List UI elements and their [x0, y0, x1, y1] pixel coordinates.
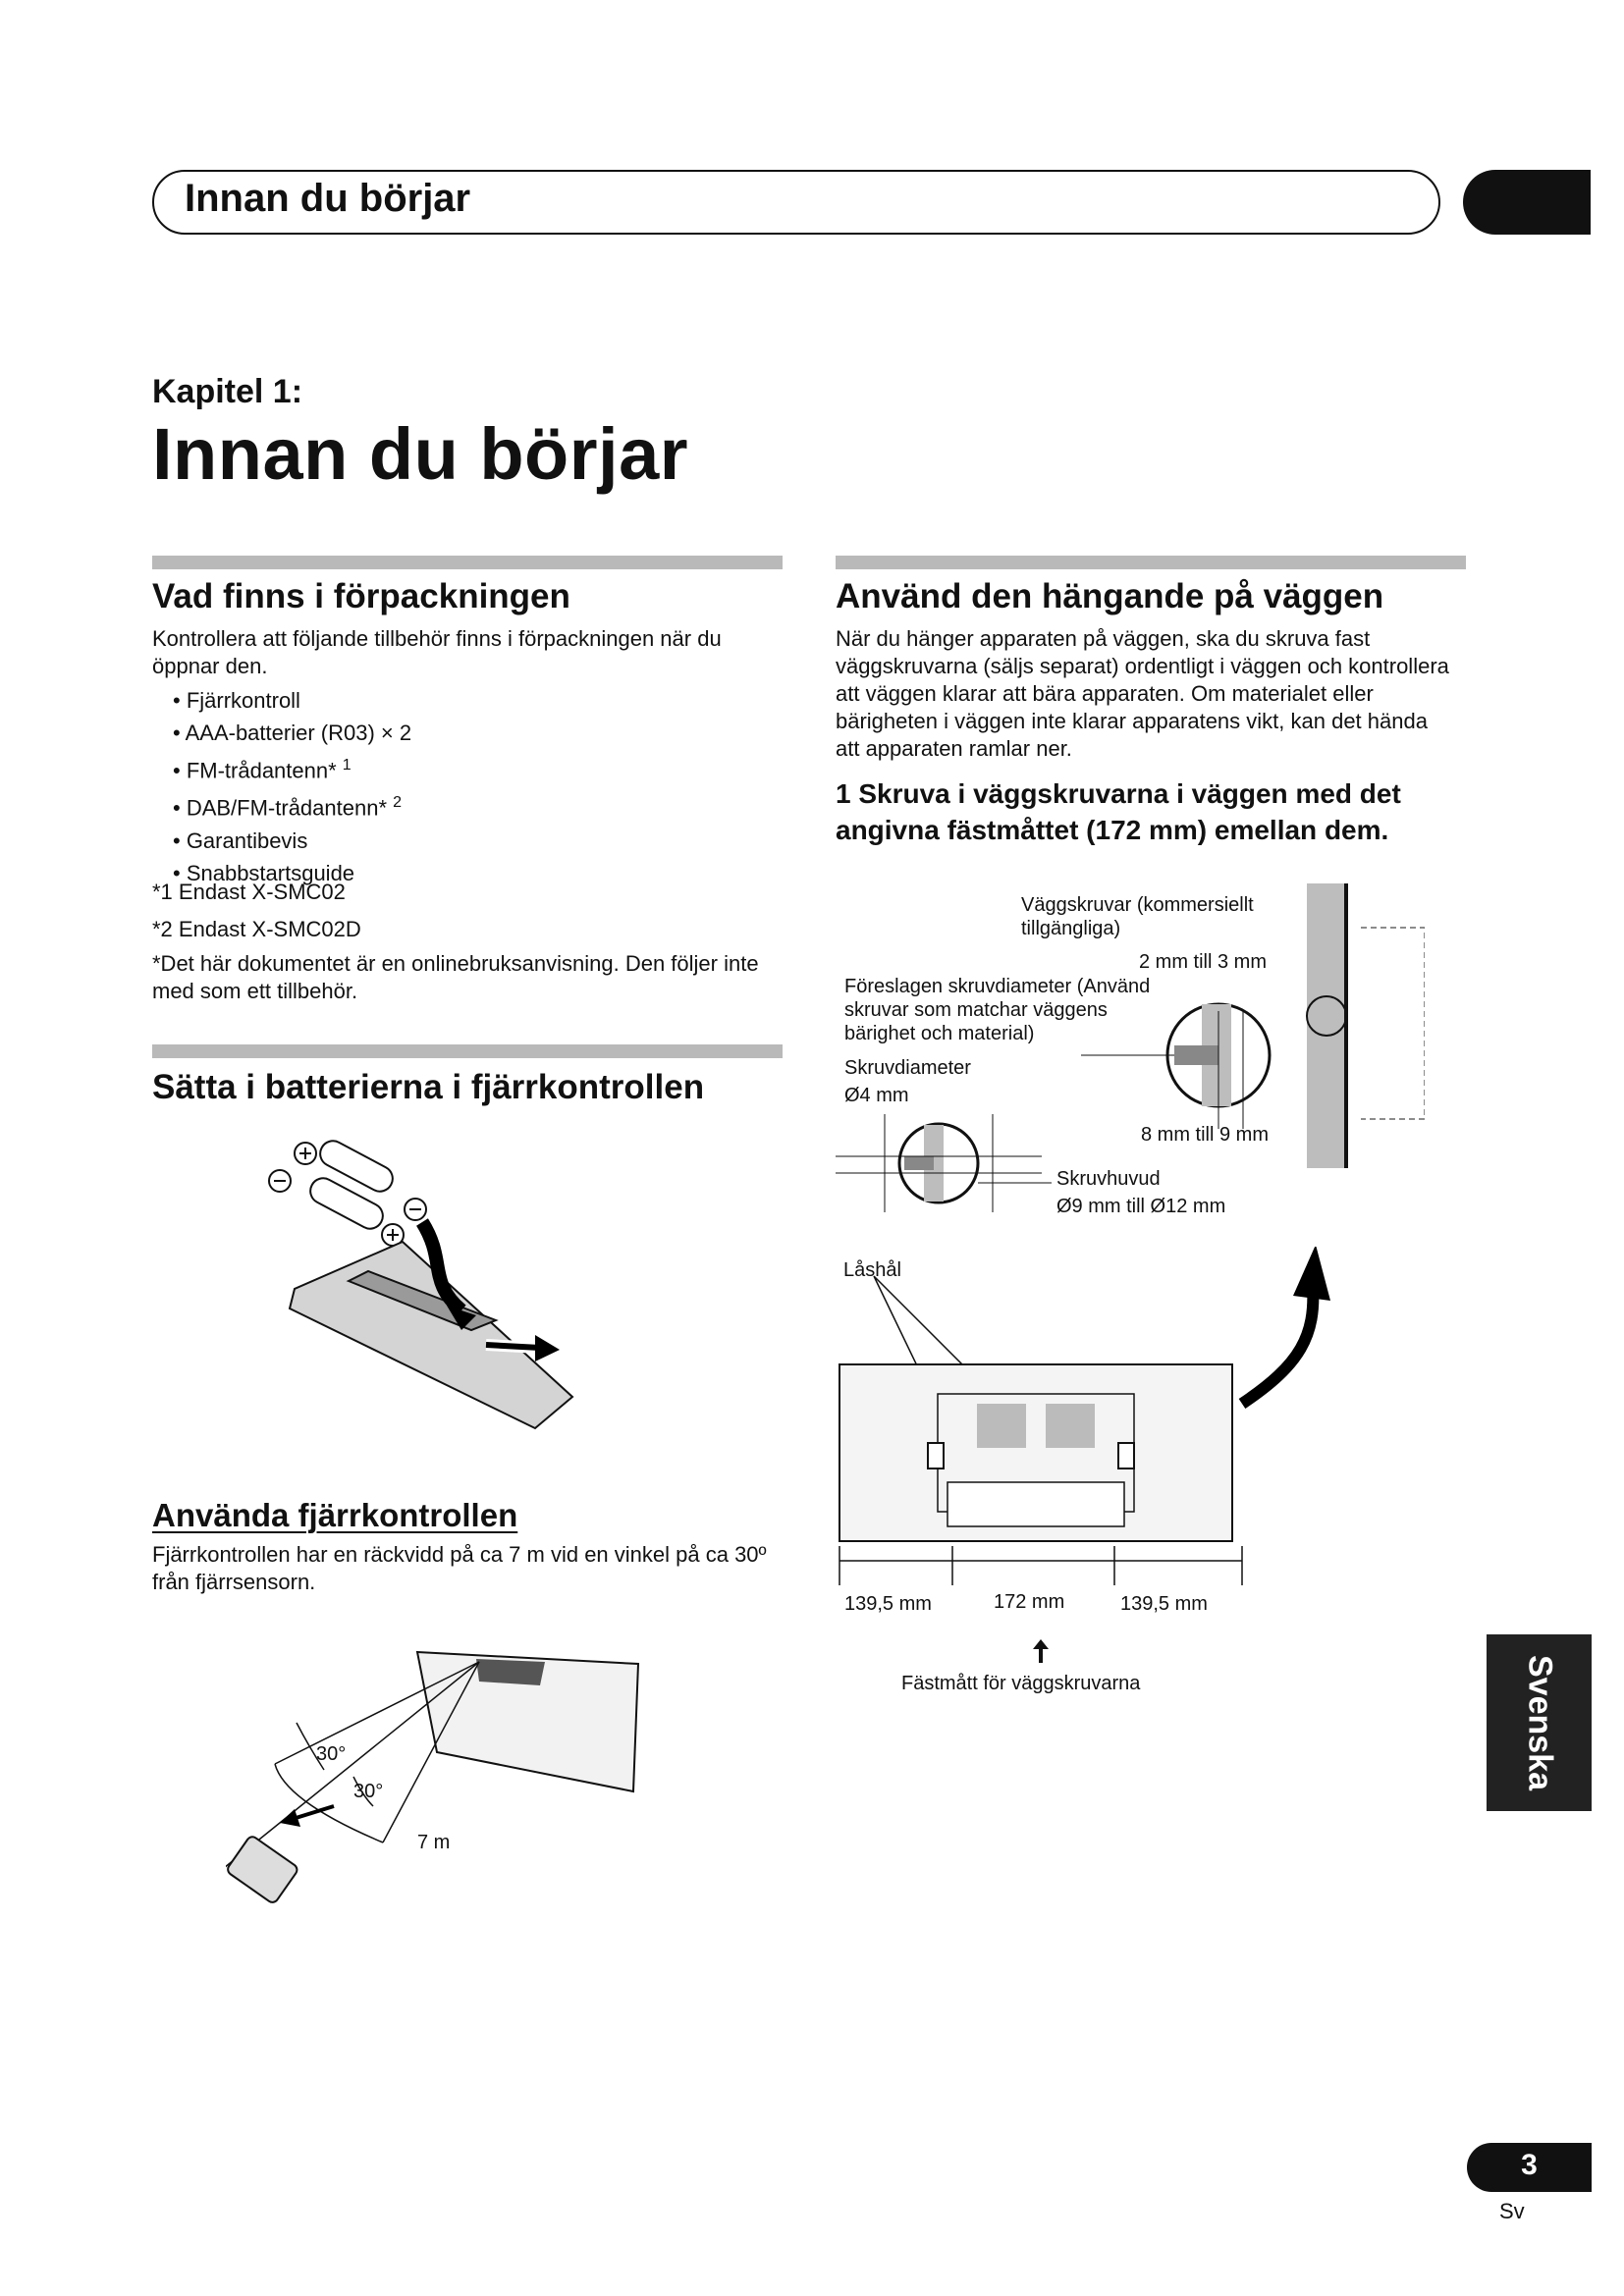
- label-head-dimension: Ø9 mm till Ø12 mm: [1056, 1196, 1226, 1217]
- footnote-ref: 2: [393, 794, 403, 812]
- arrow-up-icon: [1031, 1637, 1051, 1665]
- wall-mount-text: När du hänger apparaten på väggen, ska du skruva fast väggskruvarna (säljs separat) ordentligt i väggen och kontrollera att väggen klarar att bära apparaten. Om materialet eller bärigheten i väggen inte klarar apparatens vikt, kan det hända att apparaten ramlar ner.: [836, 626, 1449, 761]
- battery-illustration: [260, 1134, 692, 1477]
- package-intro: Kontrollera att följande tillbehör finns i förpackningen när du öppnar den.: [152, 626, 722, 678]
- battery-icon: [316, 1137, 398, 1197]
- section-heading-remote: Använda fjärrkontrollen: [152, 1497, 518, 1533]
- step-1: 1 Skruva i väggskruvarna i väggen med det angivna fästmåttet (172 mm) emellan dem.: [836, 778, 1401, 845]
- section-divider: [152, 556, 783, 569]
- label-screw-head: Skruvhuvud: [1056, 1168, 1161, 1190]
- page-language-code: Sv: [1499, 2199, 1525, 2223]
- label-screw-diameter: Skruvdiameter: [844, 1057, 971, 1079]
- label-lock-hole: Låshål: [843, 1259, 901, 1281]
- chapter-label: Kapitel 1:: [152, 373, 303, 410]
- dimension-left: 139,5 mm: [844, 1593, 932, 1615]
- dimension-right: 139,5 mm: [1120, 1593, 1208, 1615]
- angle-label-1: 30°: [316, 1743, 347, 1765]
- remote-control-icon: [226, 1835, 299, 1904]
- section-divider: [836, 556, 1466, 569]
- section-heading-package: Vad finns i förpackningen: [152, 577, 570, 615]
- list-item: • AAA-batterier (R03) × 2: [173, 721, 412, 745]
- footnote-1: *1 Endast X-SMC02: [152, 880, 346, 904]
- battery-icon: [306, 1174, 388, 1234]
- list-item: • DAB/FM-trådantenn* $^2$: [173, 794, 403, 821]
- header-tab-marker: [1463, 170, 1591, 235]
- section-heading-wall: Använd den hängande på väggen: [836, 577, 1384, 615]
- list-item: • Snabbstartsguide: [173, 860, 355, 885]
- label-wall-screws: Väggskruvar (kommersiellt tillgängliga): [1021, 894, 1254, 939]
- package-list: [173, 684, 595, 889]
- header-title: Innan du börjar: [185, 177, 471, 220]
- label-length: 8 mm till 9 mm: [1141, 1124, 1269, 1146]
- list-item: • Garantibevis: [173, 828, 308, 853]
- list-item: • Fjärrkontroll: [173, 688, 300, 713]
- language-tab: Svenska: [1487, 1634, 1592, 1811]
- page-number-badge: [1467, 2143, 1592, 2192]
- footnote-ref: 1: [342, 757, 352, 774]
- label-d4: Ø4 mm: [844, 1085, 909, 1106]
- unit-rear-diagram: [830, 1247, 1340, 1620]
- angle-label-2: 30°: [353, 1781, 384, 1802]
- section-heading-batteries: Sätta i batterierna i fjärrkontrollen: [152, 1068, 705, 1106]
- label-suggested-diameter: Föreslagen skruvdiameter (Använd skruvar som matchar väggens bärighet och material): [844, 976, 1151, 1044]
- section-divider: [152, 1044, 783, 1058]
- remote-range-text: Fjärrkontrollen har en räckvidd på ca 7 m vid en vinkel på ca 30º från fjärrsensorn.: [152, 1542, 767, 1594]
- footnote-2: *2 Endast X-SMC02D: [152, 917, 361, 941]
- chapter-title: Innan du börjar: [152, 413, 689, 495]
- label-gap: 2 mm till 3 mm: [1139, 951, 1267, 973]
- dimension-center: 172 mm: [994, 1591, 1065, 1613]
- remote-range-illustration: [226, 1634, 668, 1909]
- distance-label: 7 m: [417, 1832, 451, 1853]
- page-number: 3: [1521, 2149, 1538, 2181]
- online-note: *Det här dokumentet är en onlinebruksanvisning. Den följer inte med som ett tillbehör.: [152, 951, 759, 1003]
- list-item: • FM-trådantenn* $^1$: [173, 757, 352, 783]
- diagram-caption: Fästmått för väggskruvarna: [901, 1673, 1141, 1694]
